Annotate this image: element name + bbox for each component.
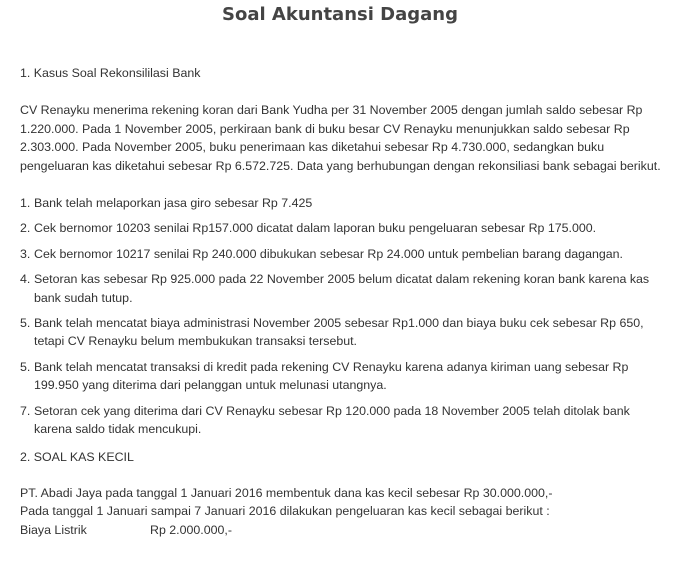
- section2-line1: PT. Abadi Jaya pada tanggal 1 Januari 2016 membentuk dana kas kecil sebesar Rp 30.000.000,-: [20, 485, 553, 500]
- list-item-text: Setoran kas sebesar Rp 925.000 pada 22 November 2005 belum dicatat dalam rekening koran bank karena kas bank sudah tutup.: [34, 272, 650, 305]
- page-title: Soal Akuntansi Dagang: [222, 4, 458, 25]
- expense-amount: Rp 2.000.000,-: [150, 522, 232, 537]
- expense-label: Biaya Listrik: [20, 522, 87, 537]
- list-item: [20, 402, 668, 439]
- list-item-text: Setoran cek yang diterima dari CV Renayku sebesar Rp 120.000 pada 18 November 2005 telah ditolak bank karena saldo tidak mencukupi.: [34, 403, 630, 437]
- list-item-number: 4.: [20, 272, 31, 287]
- section2-heading: 2. SOAL KAS KECIL: [20, 449, 134, 464]
- list-item-number: 5.: [20, 316, 31, 331]
- list-item: [20, 358, 668, 395]
- section1-heading: 1. Kasus Soal Rekonsililasi Bank: [20, 66, 201, 80]
- list-item-number: 5.: [20, 359, 31, 374]
- list-item: [20, 245, 668, 263]
- expense-row: [20, 521, 668, 539]
- list-item-number: 1.: [20, 196, 31, 211]
- article-body: [20, 64, 668, 539]
- list-item-number: 2.: [20, 221, 31, 236]
- list-item-number: 7.: [20, 403, 31, 418]
- list-item-text: Bank telah mencatat transaksi di kredit pada rekening CV Renayku karena adanya kiriman uang sebesar Rp 199.950 yang diterima dari pelanggan untuk melunasi utangnya.: [34, 359, 629, 393]
- list-item-text: Bank telah melaporkan jasa giro sebesar Rp 7.425: [34, 196, 313, 211]
- list-item-text: Cek bernomor 10203 senilai Rp157.000 dicatat dalam laporan buku pengeluaran sebesar Rp 175.000.: [34, 221, 597, 236]
- section1-intro: CV Renayku menerima rekening koran dari Bank Yudha per 31 November 2005 dengan jumlah saldo sebesar Rp 1.220.000. Pada 1 November 2005, perkiraan bank di buku besar CV Renayku menunjukkan saldo sebesar Rp 2.303.000. Pada November 2005, buku penerimaan kas diketahui sebesar Rp 4.730.000, sedangkan buku pengeluaran kas diketahui sebesar Rp 6.572.725. Data yang berhubungan dengan rekonsiliasi bank sebagai berikut.: [20, 103, 661, 173]
- list-item-text: Bank telah mencatat biaya administrasi November 2005 sebesar Rp1.000 dan biaya buku cek sebesar Rp 650, tetapi CV Renayku belum membukukan transaksi tersebut.: [34, 316, 644, 349]
- list-item-number: 3.: [20, 246, 31, 261]
- list-item-text: Cek bernomor 10217 senilai Rp 240.000 dibukukan sebesar Rp 24.000 untuk pembelian barang dagangan.: [34, 246, 623, 261]
- list-item: [20, 270, 668, 307]
- list-item: [20, 219, 668, 237]
- reconciliation-list: [20, 194, 668, 438]
- list-item: [20, 194, 668, 212]
- section2-line2: Pada tanggal 1 Januari sampai 7 Januari 2016 dilakukan pengeluaran kas kecil sebagai berikut :: [20, 504, 550, 519]
- list-item: [20, 314, 668, 351]
